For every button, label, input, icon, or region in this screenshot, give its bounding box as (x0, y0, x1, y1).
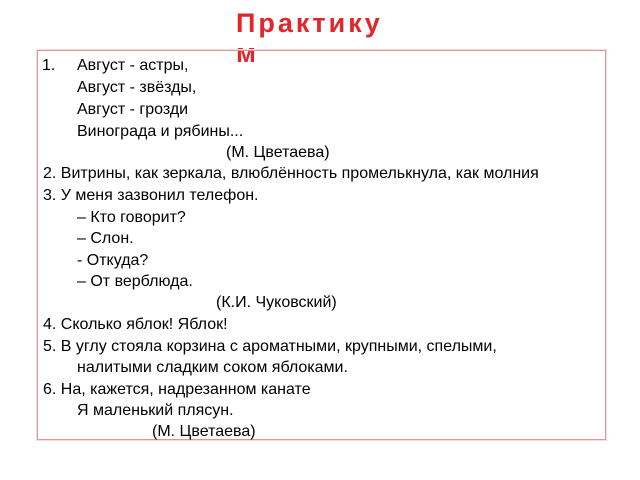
item-2-text: 2. Витрины, как зеркала, влюблённость промелькнула, как молния (43, 165, 539, 182)
item-4-text: 4. Сколько яблок! Яблок! (43, 316, 228, 333)
item-6-continuation: Я маленький плясун. (77, 402, 234, 419)
poem-line-1: Август - астры, (77, 57, 189, 74)
dialog-line-3: - Откуда? (77, 252, 149, 269)
poem-author-2: (М. Цветаева) (152, 423, 256, 440)
dialog-line-4: – От верблюда. (77, 273, 193, 290)
poem-line-3: Август - грозди (77, 101, 189, 118)
page-title: Практикум (236, 8, 383, 68)
item-5-continuation: налитыми сладким соком яблоками. (77, 359, 348, 376)
dialog-line-1: – Кто говорит? (77, 209, 186, 226)
dialog-author: (К.И. Чуковский) (216, 294, 337, 311)
poem-line-4: Винограда и рябины... (77, 123, 244, 140)
item-5-text: 5. В углу стояла корзина с ароматными, крупными, спелыми, (43, 338, 497, 355)
poem-author-1: (М. Цветаева) (226, 144, 330, 161)
item-3-text: 3. У меня зазвонил телефон. (43, 187, 259, 204)
dialog-line-2: – Слон. (77, 230, 134, 247)
poem-line-2: Август - звёзды, (77, 79, 197, 96)
item-6-text: 6. На, кажется, надрезанном канате (43, 381, 311, 398)
item-1-number: 1. (42, 57, 56, 74)
